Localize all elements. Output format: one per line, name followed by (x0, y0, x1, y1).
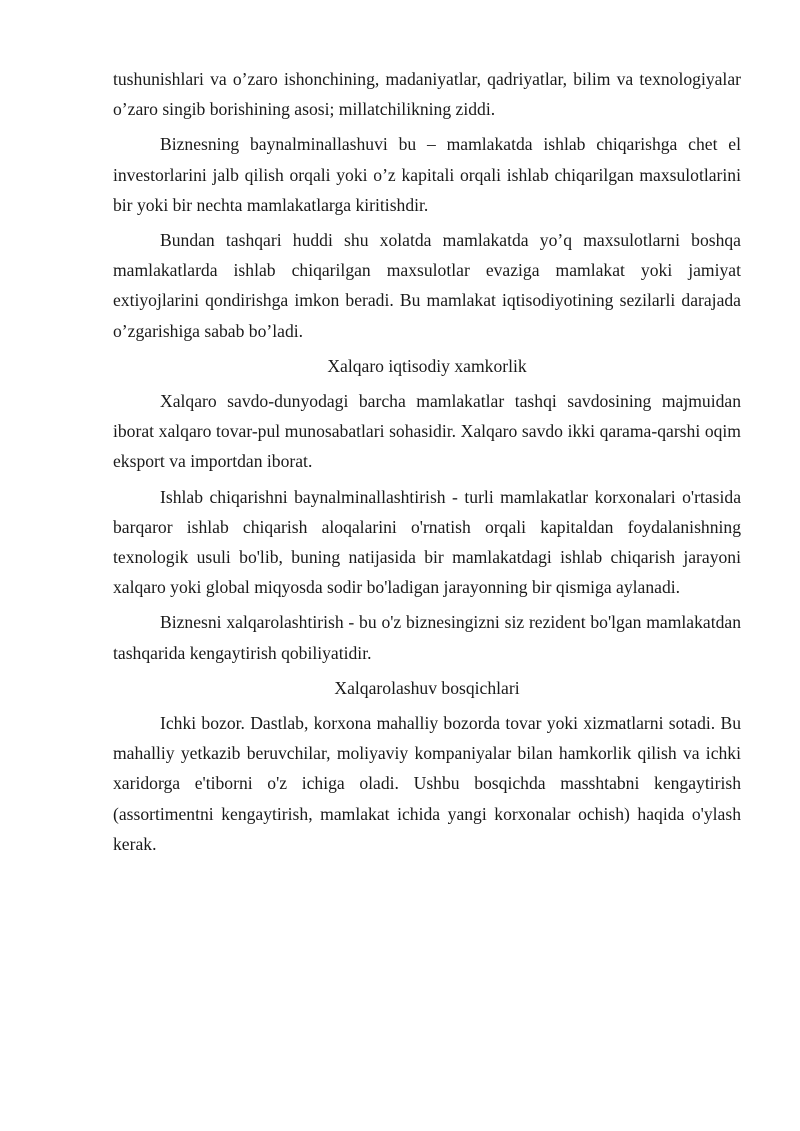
section-heading-international-cooperation: Xalqaro iqtisodiy xamkorlik (327, 355, 527, 376)
paragraph-continuation: tushunishlari va o’zaro ishonchining, madaniyatlar, qadriyatlar, bilim va texnologiyalar o’zaro singib borishining asosi; millatchilikning ziddi. (113, 69, 741, 120)
paragraph-business-internationalization: Biznesning baynalminallashuvi bu – mamlakatda ishlab chiqarishga chet el investorlarini jalb qilish orqali yoki o’z kapitali orqali ishlab chiqarilgan maxsulotlarini bir yoki bir nechta mamlakatlarga kiritishdir. (113, 134, 741, 215)
paragraph-business-expansion: Biznesni xalqarolashtirish - bu o'z biznesingizni siz rezident bo'lgan mamlakatdan tashqarida kengaytirish qobiliyatidir. (113, 612, 741, 663)
document-page (113, 64, 741, 864)
paragraph-additional-effects: Bundan tashqari huddi shu xolatda mamlakatda yo’q maxsulotlarni boshqa mamlakatlarda ishlab chiqarilgan maxsulotlar evaziga mamlakat yoki jamiyat extiyojlarini qondirishga imkon beradi. Bu mamlakat iqtisodiyotining sezilarli darajada o’zgarishiga sabab bo’ladi. (113, 230, 741, 341)
paragraph-international-trade: Xalqaro savdo-dunyodagi barcha mamlakatlar tashqi savdosining majmuidan iborat xalqaro tovar-pul munosabatlari sohasidir. Xalqaro savdo ikki qarama-qarshi oqim eksport va importdan iborat. (113, 391, 741, 472)
paragraph-domestic-market: Ichki bozor. Dastlab, korxona mahalliy bozorda tovar yoki xizmatlarni sotadi. Bu mahalliy yetkazib beruvchilar, moliyaviy kompaniyalar bilan hamkorlik qilish va ichki xaridorga e'tiborni o'z ichiga oladi. Ushbu bosqichda masshtabni kengaytirish (assortimentni kengaytirish, mamlakat ichida yangi korxonalar ochish) haqida o'ylash kerak. (113, 713, 741, 854)
paragraph-production-internationalization: Ishlab chiqarishni baynalminallashtirish - turli mamlakatlar korxonalari o'rtasida barqaror ishlab chiqarish aloqalarini o'rnatish orqali kapitaldan foydalanishning texnologik usuli bo'lib, buning natijasida bir mamlakatdagi ishlab chiqarish jarayoni xalqaro yoki global miqyosda sodir bo'ladigan jarayonning bir qismiga aylanadi. (113, 486, 741, 598)
section-heading-internationalization-stages: Xalqarolashuv bosqichlari (334, 677, 520, 698)
